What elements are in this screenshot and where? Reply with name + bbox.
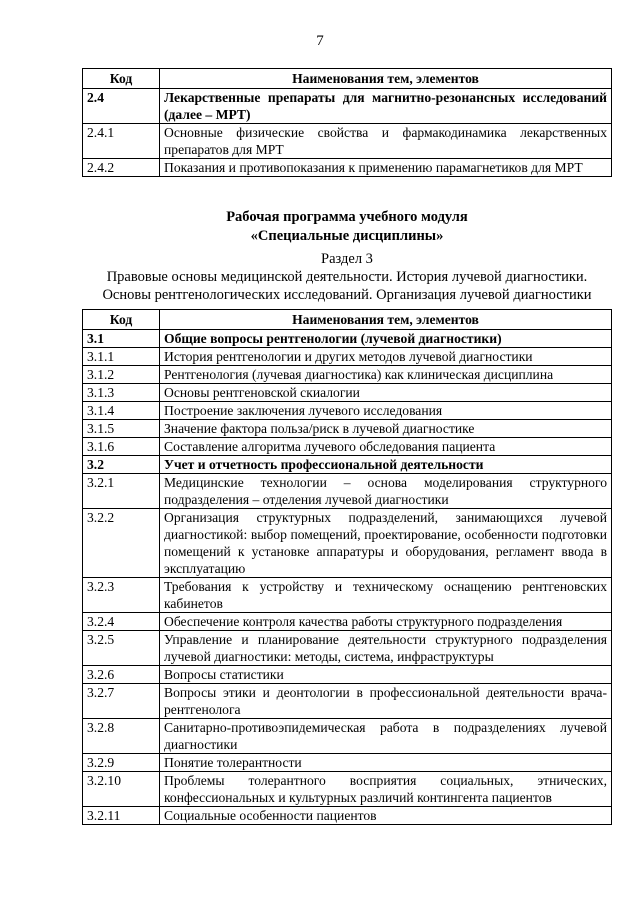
topic-code: 3.1.1	[83, 348, 160, 366]
table-row	[83, 474, 612, 509]
topic-code: 3.1	[83, 330, 160, 348]
topic-name: Составление алгоритма лучевого обследования пациента	[160, 438, 612, 456]
module-title-line1: Рабочая программа учебного модуля	[226, 209, 468, 225]
topics-table-section-3	[82, 309, 612, 825]
name-column-header: Наименования тем, элементов	[160, 310, 612, 330]
topic-code: 3.2.6	[83, 666, 160, 684]
table-row	[83, 666, 612, 684]
topic-code: 3.1.5	[83, 420, 160, 438]
section-heading	[82, 250, 612, 304]
table-row	[83, 578, 612, 613]
module-title-line2: «Специальные дисциплины»	[250, 228, 444, 244]
topic-name: Лекарственные препараты для магнитно-резонансных исследований (далее – МРТ)	[160, 89, 612, 124]
table-row	[83, 719, 612, 754]
table-row	[83, 456, 612, 474]
topic-code: 3.2.9	[83, 754, 160, 772]
table-row	[83, 348, 612, 366]
table-row	[83, 402, 612, 420]
table-row	[83, 438, 612, 456]
topic-code: 3.2.7	[83, 684, 160, 719]
topic-code: 3.1.6	[83, 438, 160, 456]
table-row	[83, 159, 612, 177]
table-row	[83, 772, 612, 807]
topic-name: Основы рентгеновской скиалогии	[160, 384, 612, 402]
topic-code: 3.2.11	[83, 807, 160, 825]
table-row	[83, 330, 612, 348]
table-row	[83, 124, 612, 159]
page-number: 7	[316, 33, 324, 49]
topic-name: Обеспечение контроля качества работы структурного подразделения	[160, 613, 612, 631]
topic-name: Понятие толерантности	[160, 754, 612, 772]
topic-name: Значение фактора польза/риск в лучевой диагностике	[160, 420, 612, 438]
topic-code: 2.4.1	[83, 124, 160, 159]
section-description: Правовые основы медицинской деятельности. История лучевой диагностики. Основы рентгенологических исследований. Организация лучевой диагностики	[102, 269, 592, 303]
table-row	[83, 807, 612, 825]
table-body	[83, 330, 612, 825]
table-row	[83, 631, 612, 666]
topic-name: История рентгенологии и других методов лучевой диагностики	[160, 348, 612, 366]
table-header-row	[83, 310, 612, 330]
table-row	[83, 613, 612, 631]
topic-code: 3.2.1	[83, 474, 160, 509]
topic-code: 3.2.2	[83, 509, 160, 578]
table-row	[83, 754, 612, 772]
table-row	[83, 684, 612, 719]
code-column-header: Код	[83, 310, 160, 330]
table-row	[83, 509, 612, 578]
topic-name: Основные физические свойства и фармакодинамика лекарственных препаратов для МРТ	[160, 124, 612, 159]
topic-name: Учет и отчетность профессиональной деятельности	[160, 456, 612, 474]
topic-name: Медицинские технологии – основа моделирования структурного подразделения – отделения лучевой диагностики	[160, 474, 612, 509]
topic-code: 3.2.5	[83, 631, 160, 666]
table-row	[83, 366, 612, 384]
topic-name: Вопросы статистики	[160, 666, 612, 684]
code-column-header: Код	[83, 69, 160, 89]
topic-name: Организация структурных подразделений, занимающихся лучевой диагностикой: выбор помещений, проектирование, особенности подготовки помещений к установке аппаратуры и оборудования, регламент ввода в эксплуатацию	[160, 509, 612, 578]
topic-code: 3.2.3	[83, 578, 160, 613]
topic-name: Социальные особенности пациентов	[160, 807, 612, 825]
table-row	[83, 420, 612, 438]
table-header-row	[83, 69, 612, 89]
table-body	[83, 89, 612, 177]
topic-code: 3.1.4	[83, 402, 160, 420]
section-label: Раздел 3	[321, 251, 373, 267]
topic-code: 3.1.3	[83, 384, 160, 402]
topic-code: 3.1.2	[83, 366, 160, 384]
topic-code: 3.2.10	[83, 772, 160, 807]
name-column-header: Наименования тем, элементов	[160, 69, 612, 89]
topic-name: Управление и планирование деятельности структурного подразделения лучевой диагностики: методы, система, инфраструктуры	[160, 631, 612, 666]
topic-name: Требования к устройству и техническому оснащению рентгеновских кабинетов	[160, 578, 612, 613]
topic-name: Проблемы толерантного восприятия социальных, этнических, конфессиональных и культурных различий контингента пациентов	[160, 772, 612, 807]
topics-table-2-4	[82, 68, 612, 177]
topic-code: 3.2	[83, 456, 160, 474]
topic-code: 3.2.8	[83, 719, 160, 754]
topic-name: Рентгенология (лучевая диагностика) как клиническая дисциплина	[160, 366, 612, 384]
topic-name: Санитарно-противоэпидемическая работа в подразделениях лучевой диагностики	[160, 719, 612, 754]
table-row	[83, 384, 612, 402]
module-title	[82, 208, 612, 246]
topic-code: 2.4	[83, 89, 160, 124]
topic-name: Построение заключения лучевого исследования	[160, 402, 612, 420]
topic-name: Вопросы этики и деонтологии в профессиональной деятельности врача-рентгенолога	[160, 684, 612, 719]
table-row	[83, 89, 612, 124]
topic-name: Показания и противопоказания к применению парамагнетиков для МРТ	[160, 159, 612, 177]
topic-code: 3.2.4	[83, 613, 160, 631]
topic-code: 2.4.2	[83, 159, 160, 177]
topic-name: Общие вопросы рентгенологии (лучевой диагностики)	[160, 330, 612, 348]
